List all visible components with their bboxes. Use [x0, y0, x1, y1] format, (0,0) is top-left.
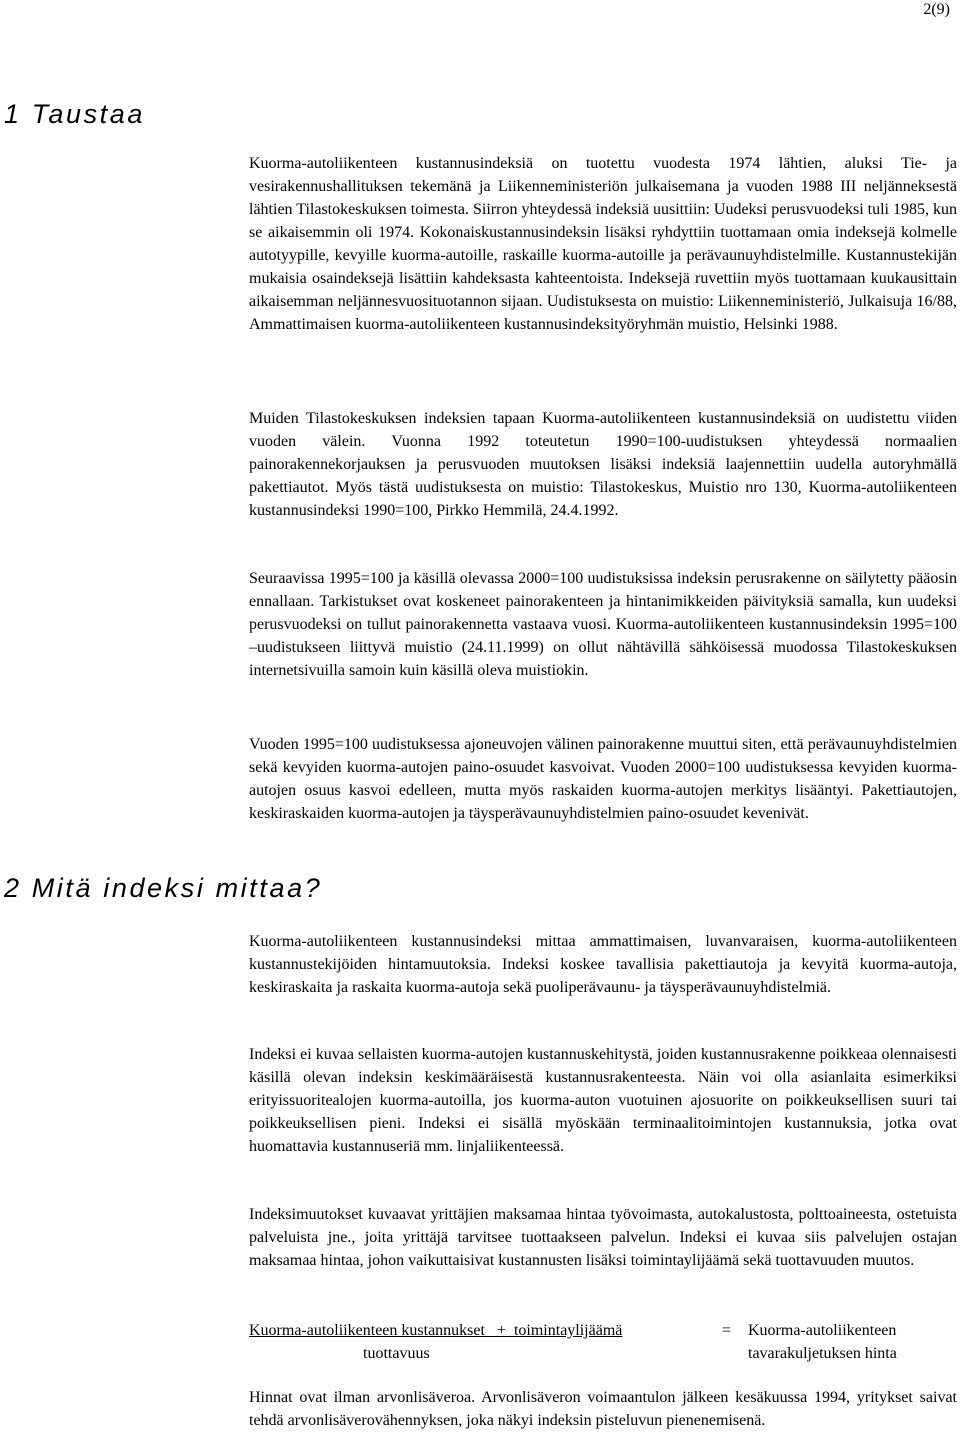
page-number: 2(9) [923, 1, 950, 18]
section-heading-mita-indeksi-mittaa: 2 Mitä indeksi mittaa? [4, 873, 323, 903]
section-heading-taustaa: 1 Taustaa [4, 99, 145, 129]
paragraph: Vuoden 1995=100 uudistuksessa ajoneuvojen välinen painorakenne muuttui siten, että perävaunuyhdistelmien sekä kevyiden kuorma-autojen paino-osuudet kasvoivat. Vuoden 2000=100 uudistuksessa kevyiden kuorma-autojen osuus kasvoi edelleen, mutta myös raskaiden kuorma-autojen merkitys lisääntyi. Pakettiautojen, keskiraskaiden kuorma-autojen ja täysperävaunuyhdistelmien paino-osuudet kevenivät. [249, 736, 957, 822]
formula-numerator: Kuorma-autoliikenteen kustannukset + toimintaylijäämä [249, 1322, 623, 1339]
paragraph: Kuorma-autoliikenteen kustannusindeksiä on tuotettu vuodesta 1974 lähtien, aluksi Tie- ja vesirakennushallituksen tekemänä ja Liikenneministeriön julkaisemana ja vuoden 1988 III neljänneksestä lähtien Tilastokeskuksen toimesta. Siirron yhteydessä indeksiä uusittiin: Uudeksi perusvuodeksi tuli 1985, kun se aikaisemmin oli 1974. Kokonaiskustannusindeksin lisäksi ryhdyttiin tuottamaan omia indeksejä kolmelle autotyypille, kevyille kuorma-autoille, raskaille kuorma-autoille ja perävaunuyhdistelmille. Kustannustekijän mukaisia osaindeksejä lisättiin kahdeksasta kahteentoista. Indeksejä ruvettiin myös tuottamaan kuukausittain aikaisemman neljännesvuosituotannon sijaan. Uudistuksesta on muistio: Liikenneministeriö, Julkaisuja 16/88, Ammattimaisen kuorma-autoliikenteen kustannusindeksityöryhmän muistio, Helsinki 1988. [249, 155, 957, 333]
paragraph: Indeksi ei kuvaa sellaisten kuorma-autojen kustannuskehitystä, joiden kustannusrakenne poikkeaa olennaisesti käsillä olevan indeksin keskimääräisestä kustannusrakenteesta. Näin voi olla asianlaita esimerkiksi erityissuoritealojen kuorma-autoilla, jos kuorma-auton vuotuinen ajosuorite on poikkeuksellisen suuri tai poikkeuksellisen pieni. Indeksi ei sisällä myöskään terminaalitoimintojen kustannuksia, jotka ovat huomattavia kustannuseriä mm. linjaliikenteessä. [249, 1046, 957, 1155]
paragraph: Muiden Tilastokeskuksen indeksien tapaan Kuorma-autoliikenteen kustannusindeksiä on uudistettu viiden vuoden välein. Vuonna 1992 toteutetun 1990=100-uudistuksen yhteydessä normaalien painorakennekorjauksen ja perusvuoden muutoksen lisäksi indeksiä laajennettiin uudella autoryhmällä pakettiautot. Myös tästä uudistuksesta on muistio: Tilastokeskus, Muistio nro 130, Kuorma-autoliikenteen kustannusindeksi 1990=100, Pirkko Hemmilä, 24.4.1992. [249, 410, 957, 519]
footnote-paragraph: Hinnat ovat ilman arvonlisäveroa. Arvonlisäveron voimaantulon jälkeen kesäkuussa 1994, yritykset saivat tehdä arvonlisäverovähennyksen, joka näkyi indeksin pisteluvun pienenemisenä. [249, 1389, 957, 1429]
price-formula [249, 1319, 957, 1365]
paragraph: Seuraavissa 1995=100 ja käsillä olevassa 2000=100 uudistuksissa indeksin perusrakenne on säilytetty pääosin ennallaan. Tarkistukset ovat koskeneet painorakenteen ja hintanimikkeiden päivityksiä samalla, kun uudeksi perusvuodeksi on tullut painorakennetta vastaava vuosi. Kuorma-autoliikenteen kustannusindeksin 1995=100 –uudistukseen liittyvä muistio (24.11.1999) on ollut nähtävillä sähköisessä muodossa Tilastokeskuksen internetsivuilla samoin kuin käsillä oleva muistiokin. [249, 570, 957, 679]
paragraph: Kuorma-autoliikenteen kustannusindeksi mittaa ammattimaisen, luvanvaraisen, kuorma-autoliikenteen kustannustekijöiden hintamuutoksia. Indeksi koskee tavallisia pakettiautoja ja kevyitä kuorma-autoja, keskiraskaita ja raskaita kuorma-autoja sekä puoliperävaunu- ja täysperävaunuyhdistelmiä. [249, 933, 957, 996]
formula-denominator: tuottavuus [363, 1345, 430, 1362]
formula-result-line2: tavarakuljetuksen hinta [748, 1345, 897, 1362]
paragraph: Indeksimuutokset kuvaavat yrittäjien maksamaa hintaa työvoimasta, autokalustosta, polttoaineesta, ostetuista palveluista jne., joita yrittäjä tarvitsee tuottaakseen palvelun. Indeksi ei kuvaa siis palvelujen ostajan maksamaa hintaa, johon vaikuttaisivat kustannusten lisäksi toimintaylijäämä sekä tuottavuuden muutos. [249, 1206, 957, 1269]
formula-result-line1: Kuorma-autoliikenteen [748, 1322, 897, 1339]
formula-equals: = [722, 1322, 732, 1339]
